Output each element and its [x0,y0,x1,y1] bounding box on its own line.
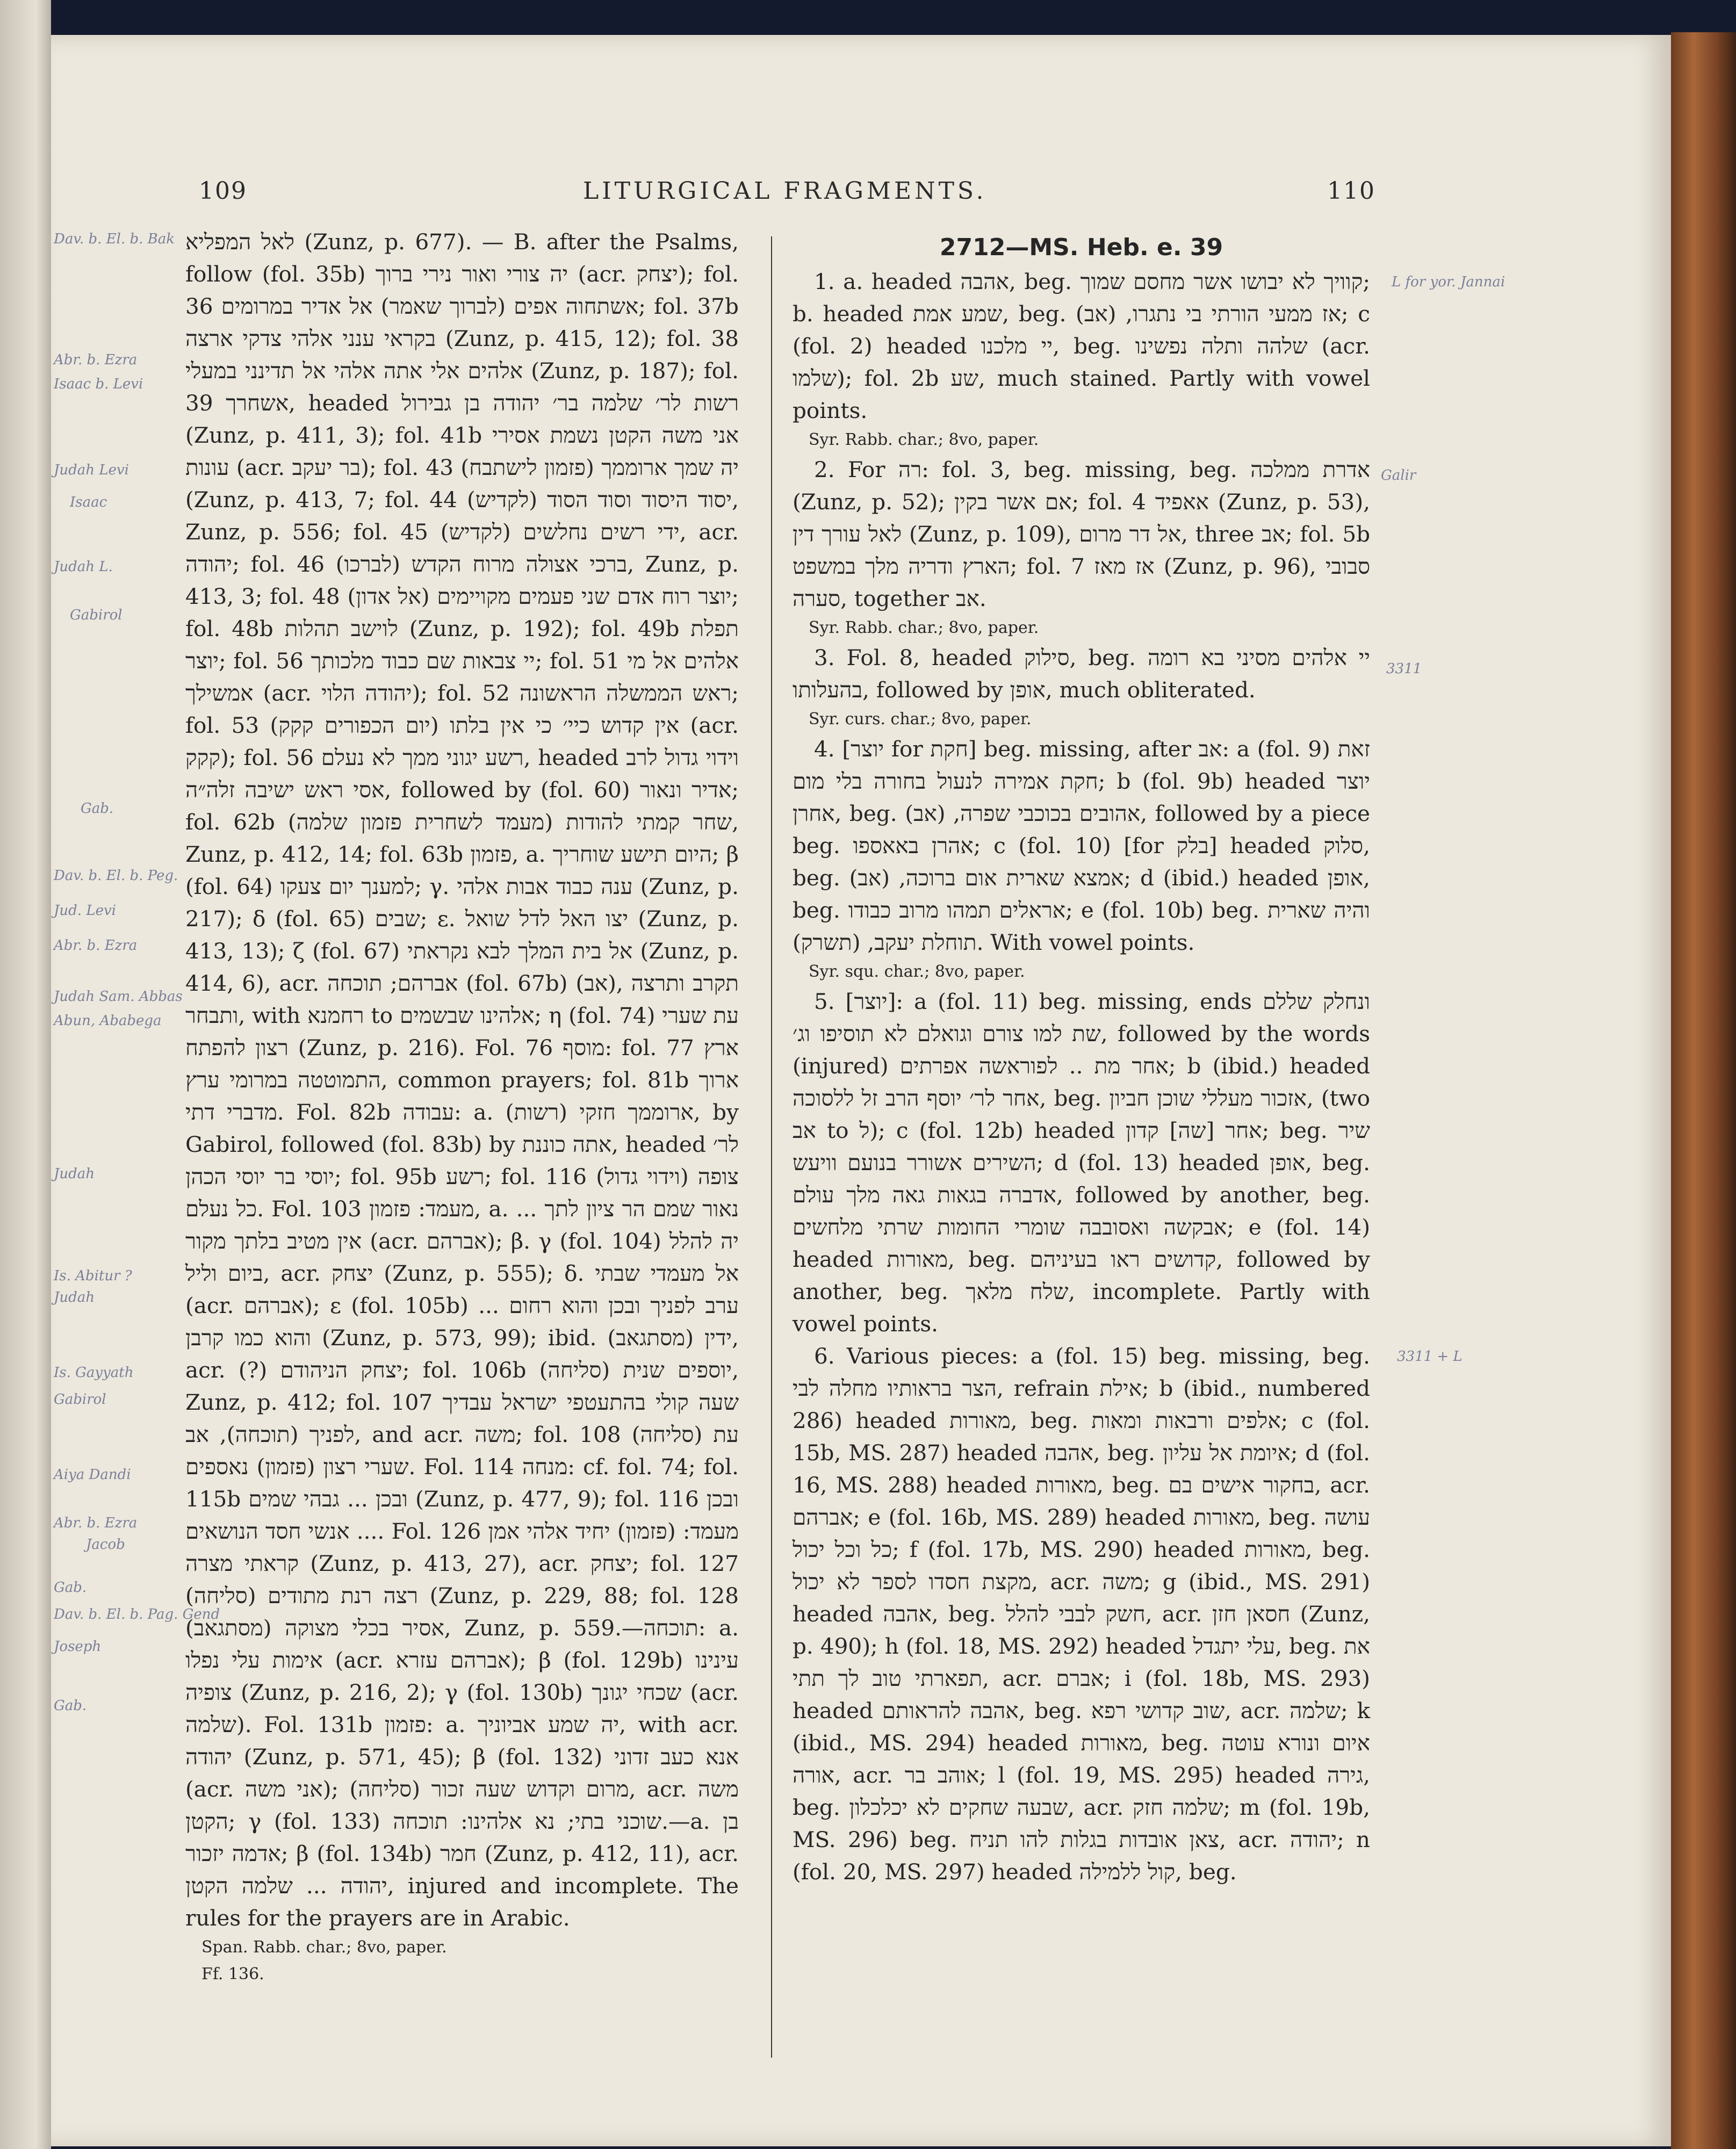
folio-count: Ff. 136. [201,1965,264,1984]
margin-note: 3311 [1386,661,1422,677]
margin-note: Abr. b. Ezra [54,938,138,954]
catalog-item: 6. Various pieces: a (fol. 15) beg. missing, beg. הצר בראותיו מחלה לבי, refrain אילת; b (ibid., numbered 286) headed מאורות, beg. אלפים ורבאות ומאות; c (fol. 15b, MS. 287) headed אהבה, beg. איומת אל עליון; d (fol. 16, MS. 288) headed מאורות, beg. בחקור אישים בם, acr. אברהם; e (fol. 16b, MS. 289) headed מאורות, beg. עושה כל וכל יכול; f (fol. 17b, MS. 290) headed מאורות, beg. מקצת חסדו לספר לא יכול, acr. משה; g (ibid., MS. 291) headed אהבה, beg. חשק לבבי להלל, acr. חסאן חזן (Zunz, p. 490); h (fol. 18, MS. 292) headed עלי יתגדל, beg. את תפארתי טוב לך תתי, acr. אברם; i (fol. 18b, MS. 293) headed אהבה להראותם, beg. שוב קדושי רפא, acr. שלמה; k (ibid., MS. 294) headed מאורות, beg. איום ונורא עוטה אורה, acr. אוהב בר; l (fol. 19, MS. 295) headed גירה, beg. שבעה שחקים לא יכלכלון, acr. שלמה חזק; m (fol. 19b, MS. 296) beg. צאן אובדות בגלות להו תניח, acr. יהודה; n (fol. 20, MS. 297) headed קול ללמילה, beg. [793,1343,1371,1885]
catalog-meta: Syr. Rabb. char.; 8vo, paper. [809,618,1039,637]
margin-note: Gabirol [54,1391,106,1408]
catalog-item: 2. For רה: fol. 3, beg. missing, beg. אדרת ממלכה (Zunz, p. 52); אם אשר בקין; fol. 4 אאפיד (Zunz, p. 53), לאל עורך דין (Zunz, p. 109), אל דר מרום, three אב; fol. 5b הארץ ודריה מלך במשפט; fol. 7 אז מאז (Zunz, p. 96), סבובי סערה, together אב. [793,457,1371,611]
margin-note: Aiya Dandi [54,1467,131,1483]
margin-note: Joseph [54,1639,102,1655]
margin-note: L for yor. Jannai [1392,274,1506,290]
catalog-meta: Syr. curs. char.; 8vo, paper. [809,710,1032,729]
margin-note: Judah Sam. Abbas [54,989,183,1005]
catalog-item: 1. a. headed אהבה, beg. קוויך לא יבושו אשר מחסם שמוך; b. headed שמע אמת, beg. אז ממעי הורתי בי נתגרו, (אב); c (fol. 2) headed יי מלכנו, beg. שלהה ותלה נפשינו (acr. שלמו); fol. 2b שע, much stained. Partly with vowel points. [793,269,1370,423]
margin-note: Gab. [81,801,114,817]
margin-note: Dav. b. El. b. Bak [54,231,175,247]
catalog-meta: Span. Rabb. char.; 8vo, paper. [201,1938,447,1957]
margin-note: Judah Levi [54,462,129,478]
margin-note: Gabirol [70,607,123,623]
entry-title: 2712—MS. Heb. e. 39 [939,234,1223,261]
catalog-text: לאל המפליא (Zunz, p. 677). — B. after the Psalms, follow (fol. 35b) יה צורי ואור נירי ברוך (acr. יצחק); fol. 36 אשתחוה אפים (לברוך שאמר) אל אדיר במרומים; fol. 37b בקראי ענני אלהי צדקי ארצה (Zunz, p. 415, 12); fol. 38 אלהים אלי אתה אלהי אל תדינני במעלי (Zunz, p. 187); fol. 39 אשחרך, headed רשות לר׳ שלמה בר׳ יהודה בן גבירול (Zunz, p. 411, 3); fol. 41b אני משה הקטן נשמת אסירי עונות (acr. בר יעקב); fol. 43 (פזמון לישתבח) יה שמך ארוממך (Zunz, p. 413, 7; fol. 44 (לקדיש) יסוד היסוד וסוד הסוד, Zunz, p. 556; fol. 45 (לקדיש) ידי רשים נחלשים, acr. יהודה; fol. 46 (לברכו) ברכי אצולה מרוח הקדש, Zunz, p. 413, 3; fol. 48 (אל אדון) יוצר רוח אדם שני פעמים מקויימים; fol. 48b לוישב תהלות (Zunz, p. 192); fol. 49b תפלת יוצר; fol. 56 יי צבאות שם כבוד מלכותך; fol. 51 אלהים אל מי אמשילך (acr. יהודה הלוי); fol. 52 ראש הממשלה הראשונה; fol. 53 (יום הכפורים קקק) אין קדוש כיי׳ כי אין בלתו (acr. קקק); fol. 56 רשע יגוני ממך לא נעלם, headed וידוי גדול לרב אסי ראש ישיבה זלה״ה, followed by (fol. 60) אדיר ונאור; fol. 62b (מעמד לשחרית פזמון שלמה) שחר קמתי להודות, Zunz, p. 412, 14; fol. 63b פזמון, a. היום תישע שוחריך; β (fol. 64) למענך יום צעקו; γ. ענה כבוד אבות אלהי (Zunz, p. 217); δ (fol. 65) שבים; ε. יצו האל לדל שואל (Zunz, p. 413, 13); ζ (fol. 67) אל בית המלך לבא נקראתי (Zunz, p. 414, 6), acr. אברהם; תוכחה (fol. 67b) (אב), תקרב ותרצה ותבחר, with רחמנא to אלהינו שבשמים; η (fol. 74) עת שערי רצון להפתח (Zunz, p. 216). Fol. 76 מוסף: fol. 77 ארץ התמוטטה במרומי ערץ, common prayers; fol. 81b ארוך מדברי דתי. Fol. 82b עבודה: a. ארוממך חזקי (רשות), by Gabirol, followed (fol. 83b) by אתה כוננת, headed לר׳ יוסי בר יוסי הכהן; fol. 95b רשע; fol. 116 (וידוי גדול) צופה כל נעלם. Fol. 103 מעמד: פזמון, a. נאור שמם הר ציון לתך ... אין מטיב בלתך מקור (acr. אברהם); β. γ (fol. 104) יה להלל ביום וליל, acr. יצחק (Zunz, p. 555); δ. אל מעמדי שבתי (acr. אברהם); ε (fol. 105b) ערב לפניך ובכן והוא רחום ... והוא כמו קרבן (Zunz, p. 573, 99); ibid. (מסתגאב) ידין, acr. (?) יצחק הניהודם; fol. 106b יוספים שנית (סליחה), Zunz, p. 412; fol. 107 שעה קולי בהתעטפי ישראל עבדיך לפניך (תוכחה), אב, and acr. משה; fol. 108 (סליחה) עת שערי רצון (פזמון) נאספים. Fol. 114 מנחה: cf. fol. 74; fol. 115b ובכן ... גבהי שמים (Zunz, p. 477, 9); fol. 116 ובכן ... אנשי חסד הנושאים. Fol. 126 מעמד: (פזמון) יחיד אלהי אמן קראתי מצרה (Zunz, p. 413, 27), acr. יצחק; fol. 127 (סליחה) רצה רנת מתודים (Zunz, p. 229, 88; fol. 128 (מסתגאב) אסיר בכלי מצוקה, Zunz, p. 559.—תוכחה: a. אימות עלי נפלו (acr. אברהם עזרא); β (fol. 129b) עינינו צופיה (Zunz, p. 216, 2); γ (fol. 130b) שכחי יגונך (acr. שלמה). Fol. 131b פזמון: a. יה שמע אביוניך, with acr. יהודה (Zunz, p. 571, 45); β (fol. 132) אנא כעב זדוני (acr. אני משה); (סליחה) מרום וקדוש שעה זכור, acr. משה הקטן; γ (fol. 133) שוכני בתי; נא אלהינו: תוכחה.—a. בן אדמה יזכור; β (fol. 134b) חמר (Zunz, p. 412, 11), acr. יהודה ... שלמה הקטן, injured and incomplete. The rules for the prayers are in Arabic. [185,229,739,1931]
margin-note: Galir [1381,467,1416,484]
previous-page-edge [0,0,51,2149]
catalog-meta: Syr. Rabb. char.; 8vo, paper. [809,430,1039,449]
margin-note: Isaac [70,494,107,510]
margin-note: Gab. [54,1580,87,1596]
margin-note: Abun, Ababega [54,1013,162,1029]
left-page-number: 109 [199,177,247,205]
book-spine [1671,32,1736,2149]
margin-note: Abr. b. Ezra [54,1515,138,1531]
catalog-meta: Syr. squ. char.; 8vo, paper. [809,962,1025,981]
margin-note: Jacob [86,1537,125,1553]
margin-note: Gab. [54,1698,87,1714]
margin-note: Dav. b. El. b. Peg. [54,868,178,884]
margin-note: Abr. b. Ezra [54,352,138,368]
right-page-number: 110 [1327,177,1375,205]
right-column [793,230,1370,1888]
catalog-item: 4. [יוצר for חקת] beg. missing, after אב: a (fol. 9) זאת חקת אמירה לנעול בחורה בלי מום; b (fol. 9b) headed יוצר אחרן, beg. אהובים בכוכבי שפרה, (אב), followed by a piece beg. אהרן באאספו; c (fol. 10) [for בלק] headed סלוק, beg. אמצא שארית אום ברוכה, (אב); d (ibid.) headed אופן, beg. אראלים תמהו מרוב כבודו; e (fol. 10b) beg. והיה שארית תוחלת יעקב, (תשרק). With vowel points. [793,736,1371,955]
left-column [185,226,739,1988]
running-title: LITURGICAL FRAGMENTS. [583,177,987,205]
margin-note: Judah [54,1289,95,1306]
margin-note: 3311 + L [1397,1348,1463,1365]
column-divider [771,236,772,2058]
margin-note: Judah L. [54,559,113,575]
margin-note: Dav. b. El. b. Pag. Gend [54,1606,220,1622]
margin-note: Is. Abitur ? [54,1268,132,1284]
catalog-item: 5. [יוצר]: a (fol. 11) beg. missing, ends ונחלק שללם שת למו צורם וגואלם לא תוסיפו וג׳, followed by the words (injured) אחר מת .. לפוראשה אפרתים; b (ibid.) headed אחר לר׳ יוסף הרב זל ללסוכה, beg. אזכור מעללי שוכן חביון, (two אב to ל); c (fol. 12b) headed אחר [שה] קדון; beg. שיר השירים אשורר בנועם וויעש; d (fol. 13) headed אופן, beg. אדברה בגאות גאה מלך עולם, followed by another, beg. אבקשה ואסובבה שומרי החומות שרתי מלחשים; e (fol. 14) headed מאורות, beg. קדושים ראו בעיניהם, followed by another, beg. שלח מלאך, incomplete. Partly with vowel points. [793,989,1371,1337]
margin-note: Jud. Levi [54,903,116,919]
margin-note: Isaac b. Levi [54,376,143,392]
catalog-item: 3. Fol. 8, headed סילוק, beg. יי אלהים מסיני בא רומה בהעלותו, followed by אופן, much obliterated. [793,645,1370,703]
margin-note: Is. Gayyath [54,1365,134,1381]
margin-note: Judah [54,1166,95,1182]
